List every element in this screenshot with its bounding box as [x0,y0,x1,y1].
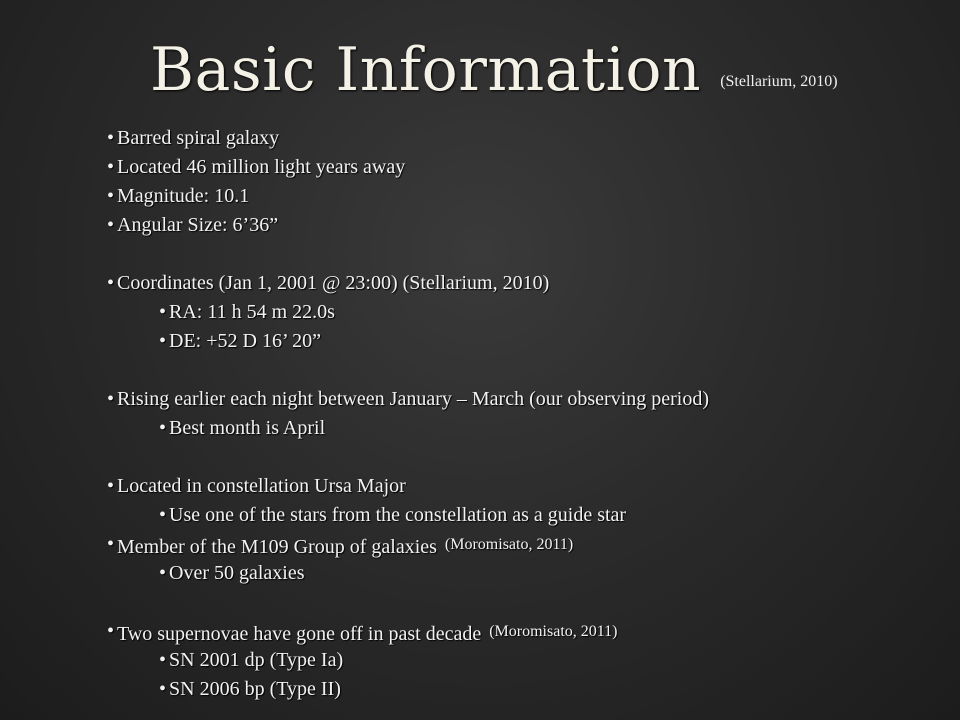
list-item: • Barred spiral galaxy [107,124,937,153]
bullet-icon: • [159,649,167,671]
spacer [107,240,937,269]
spacer [107,588,937,617]
list-item: • Member of the M109 Group of galaxies $^{(Moromisato, 2011)}$ [107,530,937,559]
title-row [150,30,838,110]
sub-list-item: • DE: +52 D 16’ 20” [107,327,937,356]
list-item: • Rising earlier each night between January – March (our observing period) [107,385,937,414]
list-item: • Magnitude: 10.1 [107,182,937,211]
list-item: • Two supernovae have gone off in past decade $^{(Moromisato, 2011)}$ [107,617,937,646]
list-item: • Coordinates (Jan 1, 2001 @ 23:00) (Stellarium, 2010) [107,269,937,298]
bullet-icon: • [107,620,115,642]
list-item: • Located in constellation Ursa Major [107,472,937,501]
sub-list-item: • Use one of the stars from the constellation as a guide star [107,501,937,530]
bullet-icon: • [107,388,115,410]
bullet-icon: • [159,417,167,439]
sub-list-item: • Best month is April [107,414,937,443]
sub-list-item: • Over 50 galaxies [107,559,937,588]
bullet-icon: • [107,533,115,555]
bullet-icon: • [107,127,115,149]
sub-list-item: • SN 2001 dp (Type Ia) [107,646,937,675]
bullet-icon: • [107,185,115,207]
bullet-icon: • [159,301,167,323]
bullet-icon: • [107,475,115,497]
sub-list-item: • SN 2006 bp (Type II) [107,675,937,704]
spacer [107,356,937,385]
sub-list-item: • RA: 11 h 54 m 22.0s [107,298,937,327]
list-item: • Located 46 million light years away [107,153,937,182]
slide-title: Basic Information [150,35,702,105]
title-citation: (Stellarium, 2010) [720,73,838,90]
bullet-icon: • [107,272,115,294]
spacer [107,443,937,472]
bullet-icon: • [159,678,167,700]
bullet-icon: • [159,504,167,526]
bullet-icon: • [159,562,167,584]
bullet-icon: • [159,330,167,352]
bullet-icon: • [107,156,115,178]
citation: (Moromisato, 2011) [444,536,574,553]
bullet-list [107,124,937,704]
list-item: • Angular Size: 6’36” [107,211,937,240]
bullet-icon: • [107,214,115,236]
citation: (Moromisato, 2011) [489,623,618,640]
